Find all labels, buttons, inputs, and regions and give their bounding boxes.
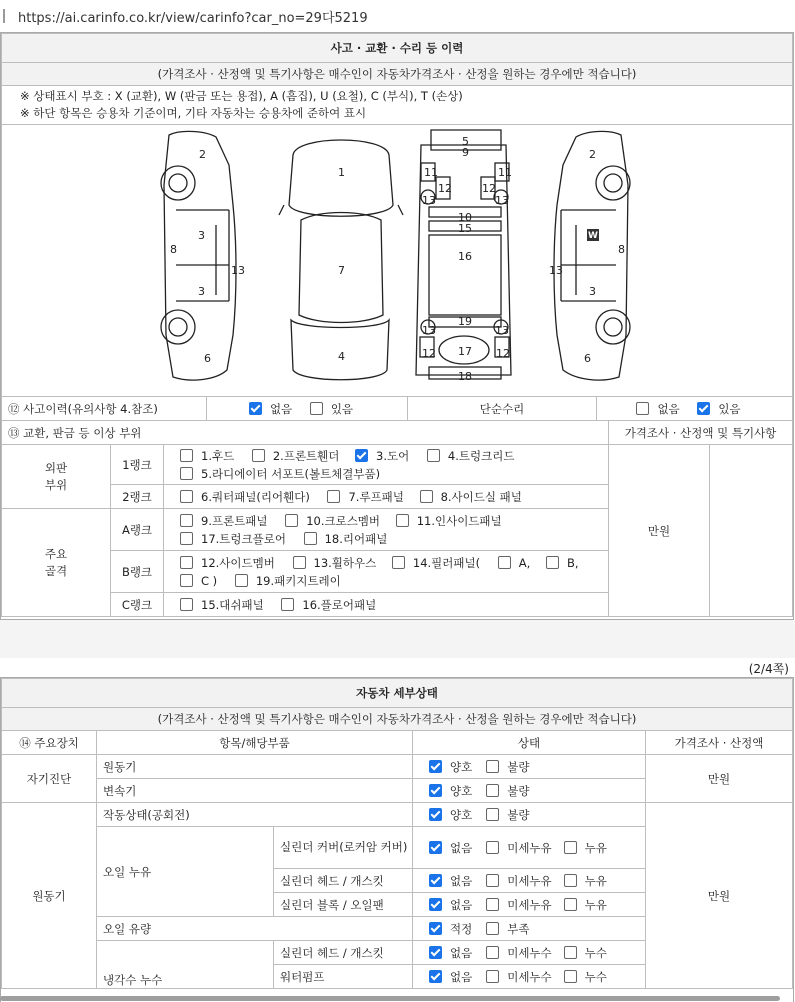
col-price-header: 가격조사 · 산정액: [646, 731, 793, 755]
cyl-block-leak-checkbox[interactable]: [564, 898, 577, 911]
diagram-label-11: 11: [424, 166, 438, 179]
vehicle-detail-section: [0, 677, 794, 1002]
pump-minor-checkbox[interactable]: [486, 970, 499, 983]
side-member-label: 12.사이드멤버: [201, 555, 275, 570]
diagram-label-3r: 3: [589, 285, 596, 298]
trunk-lid-checkbox[interactable]: [427, 449, 440, 462]
note-vehicle-basis: ※ 하단 항목은 승용차 기준이며, 기타 자동차는 승용차에 준하여 표시: [20, 106, 367, 120]
coolant-head-leak-checkbox[interactable]: [564, 946, 577, 959]
exchange-parts-table: [1, 420, 793, 617]
rank2-label: 2랭크: [111, 485, 164, 509]
cyl-head-leak-checkbox[interactable]: [564, 874, 577, 887]
diagram-label-2: 2: [199, 148, 206, 161]
self-diag-price: 만원: [646, 755, 793, 803]
rankA-label: A랭크: [111, 509, 164, 551]
simple-repair-label: 단순수리: [408, 397, 597, 421]
trans-good-checkbox[interactable]: [429, 784, 442, 797]
pillar-b-label: B,: [566, 555, 579, 570]
quarter-panel-label: 6.쿼터패널(리어휀다): [201, 489, 310, 504]
diagram-label-13: 13: [422, 194, 436, 207]
trunk-floor-checkbox[interactable]: [180, 532, 193, 545]
diagram-label-2r: 2: [589, 148, 596, 161]
cyl-head-none-label: 없음: [450, 873, 473, 888]
inside-panel-label: 11.인사이드패널: [416, 513, 502, 528]
engine-group-label: 원동기: [2, 803, 97, 989]
wheel-house-checkbox[interactable]: [293, 556, 306, 569]
cyl-block-none-label: 없음: [450, 897, 473, 912]
diagram-label-14: 13: [231, 264, 245, 277]
diagram-label-4: 4: [338, 350, 345, 363]
col-status-header: 상태: [413, 731, 646, 755]
diagram-label-18: 18: [458, 370, 472, 383]
roof-panel-label: 7.루프패널: [348, 489, 404, 504]
pillar-a-checkbox[interactable]: [498, 556, 511, 569]
pump-leak-checkbox[interactable]: [564, 970, 577, 983]
diagram-label-16: 16: [458, 250, 472, 263]
rank1-label: 1랭크: [111, 445, 164, 485]
engine-good-checkbox[interactable]: [429, 760, 442, 773]
diagram-label-15: 15: [458, 222, 472, 235]
url-text[interactable]: https://ai.carinfo.co.kr/view/carinfo?car_no=29다5219: [18, 10, 368, 26]
diagram-label-13c: 13: [422, 324, 436, 337]
engine-bad-label: 불량: [507, 759, 530, 774]
accident-yes-label: 있음: [330, 401, 354, 416]
diagram-label-17: 17: [458, 345, 472, 358]
accident-yes-checkbox[interactable]: [310, 402, 323, 415]
wheel-house-label: 13.휠하우스: [313, 555, 377, 570]
accident-none-checkbox[interactable]: [249, 402, 262, 415]
door-checkbox[interactable]: [355, 449, 368, 462]
pillar-panel-label: 14.필러패널(: [412, 555, 481, 570]
oil-leak-label: 오일 누유: [97, 827, 274, 917]
operating-bad-checkbox[interactable]: [486, 808, 499, 821]
cross-member-label: 10.크로스멤버: [306, 513, 381, 528]
cyl-head-label: 실린더 헤드 / 개스킷: [274, 869, 413, 893]
notes: [2, 86, 793, 125]
outer-panel-label: 외판 부위: [2, 445, 111, 509]
pillar-c-checkbox[interactable]: [180, 574, 193, 587]
coolant-head-none-checkbox[interactable]: [429, 946, 442, 959]
diagram-label-10: 10: [458, 211, 472, 224]
cyl-block-none-checkbox[interactable]: [429, 898, 442, 911]
repair-none-label: 없음: [657, 401, 680, 416]
dash-panel-label: 15.대쉬패널: [201, 597, 264, 612]
diagram-label-12c: 12: [422, 347, 436, 360]
page-gap: [0, 620, 795, 658]
pillar-panel-checkbox[interactable]: [392, 556, 405, 569]
oil-proper-checkbox[interactable]: [429, 922, 442, 935]
page-info-icon[interactable]: [2, 9, 12, 23]
trunk-lid-label: 4.트렁크리드: [447, 448, 515, 463]
accident-history-label: ⑫ 사고이력(유의사항 4.참조): [2, 397, 207, 421]
cyl-cover-minor-label: 미세누유: [507, 840, 552, 855]
cyl-cover-leak-checkbox[interactable]: [564, 841, 577, 854]
cross-member-checkbox[interactable]: [285, 514, 298, 527]
diagram-label-9: 9: [462, 146, 469, 159]
quarter-panel-checkbox[interactable]: [180, 490, 193, 503]
operating-bad-label: 불량: [507, 807, 530, 822]
pillar-a-label: A,: [518, 555, 531, 570]
cyl-head-none-checkbox[interactable]: [429, 874, 442, 887]
hood-checkbox[interactable]: [180, 449, 193, 462]
repair-none-checkbox[interactable]: [636, 402, 649, 415]
door-label: 3.도어: [376, 448, 410, 463]
diagram-label-12b: 12: [482, 182, 496, 195]
diagram-label-6r: 6: [584, 352, 591, 365]
cyl-block-minor-label: 미세누유: [507, 897, 552, 912]
rankB-label: B랭크: [111, 551, 164, 593]
detail-subtitle: (가격조사 · 산정액 및 특기사항은 매수인이 자동차가격조사 · 산정을 원하는 경우에만 적습니다): [2, 708, 793, 731]
cyl-cover-label: 실린더 커버(로커암 커버): [274, 827, 413, 869]
car-damage-diagram: [1, 125, 791, 395]
diagram-label-8: 8: [170, 243, 177, 256]
pump-minor-label: 미세누수: [507, 969, 552, 984]
front-panel-label: 9.프론트패널: [201, 513, 268, 528]
pump-none-label: 없음: [450, 969, 473, 984]
diagram-label-3b: 3: [198, 285, 205, 298]
repair-yes-label: 있음: [718, 401, 741, 416]
diagram-label-19: 19: [458, 315, 472, 328]
cyl-head-minor-checkbox[interactable]: [486, 874, 499, 887]
operating-good-checkbox[interactable]: [429, 808, 442, 821]
repair-yes-checkbox[interactable]: [697, 402, 710, 415]
diagram-label-5: 5: [462, 135, 469, 148]
trans-good-label: 양호: [450, 783, 473, 798]
rear-panel-checkbox[interactable]: [304, 532, 317, 545]
engine-price: 만원: [646, 803, 793, 989]
diagram-label-13d: 13: [495, 324, 509, 337]
diagram-label-1: 1: [338, 166, 345, 179]
diagram-label-14r: 13: [549, 264, 563, 277]
operating-label: 작동상태(공회전): [97, 803, 413, 827]
side-sill-checkbox[interactable]: [420, 490, 433, 503]
side-sill-label: 8.사이드실 패널: [440, 489, 522, 504]
self-diag-label: 자기진단: [2, 755, 97, 803]
diagram-label-6: 6: [204, 352, 211, 365]
rear-panel-label: 18.리어패널: [324, 531, 388, 546]
rankC-label: C랭크: [111, 593, 164, 617]
operating-good-label: 양호: [450, 807, 473, 822]
section-subtitle: (가격조사 · 산정액 및 특기사항은 매수인이 자동차가격조사 · 산정을 원하는 경우에만 적습니다): [2, 63, 793, 86]
inside-panel-checkbox[interactable]: [396, 514, 409, 527]
cyl-head-minor-label: 미세누유: [507, 873, 552, 888]
engine-bad-checkbox[interactable]: [486, 760, 499, 773]
engine-good-label: 양호: [450, 759, 473, 774]
col-item-header: 항목/해당부품: [97, 731, 413, 755]
coolant-head-none-label: 없음: [450, 945, 473, 960]
price-manwon: 만원: [609, 445, 710, 617]
coolant-head-leak-label: 누수: [584, 945, 607, 960]
diagram-label-12d: 12: [496, 347, 510, 360]
front-fender-label: 2.프론트휀더: [272, 448, 340, 463]
cyl-block-minor-checkbox[interactable]: [486, 898, 499, 911]
radiator-support-label: 5.라디에이터 서포트(볼트체결부품): [201, 466, 381, 481]
accident-detail-table: [1, 396, 793, 421]
floor-panel-label: 16.플로어패널: [302, 597, 377, 612]
floor-panel-checkbox[interactable]: [281, 598, 294, 611]
cyl-cover-leak-label: 누유: [584, 840, 607, 855]
col-device-header: ⑭ 주요장치: [2, 731, 97, 755]
pump-leak-label: 누수: [584, 969, 607, 984]
side-member-checkbox[interactable]: [180, 556, 193, 569]
oil-proper-label: 적정: [450, 921, 473, 936]
oil-short-checkbox[interactable]: [486, 922, 499, 935]
cyl-head-leak-label: 누유: [584, 873, 607, 888]
diagram-label-11b: 11: [498, 166, 512, 179]
oil-short-label: 부족: [507, 921, 530, 936]
price-special-header: 가격조사 · 산정액 및 특기사항: [609, 421, 793, 445]
trans-bad-checkbox[interactable]: [486, 784, 499, 797]
accident-history-section: [0, 32, 794, 620]
exchange-label: ⑬ 교환, 판금 등 이상 부위: [2, 421, 609, 445]
trans-bad-label: 불량: [507, 783, 530, 798]
cyl-block-leak-label: 누유: [584, 897, 607, 912]
accident-none-label: 없음: [269, 401, 293, 416]
note-status-codes: ※ 상태표시 부호 : X (교환), W (판금 또는 용접), A (흠집), U (요철), C (부식), T (손상): [20, 89, 463, 103]
detail-table: [1, 678, 793, 989]
section-title: 사고 · 교환 · 수리 등 이력: [2, 34, 793, 63]
pillar-b-checkbox[interactable]: [546, 556, 559, 569]
horizontal-scrollbar[interactable]: [0, 996, 780, 1001]
page-count: (2/4쪽): [748, 662, 789, 676]
cyl-head2-label: 실린더 헤드 / 개스킷: [274, 941, 413, 965]
transmission-label: 변속기: [97, 779, 413, 803]
pillar-c-label: C ): [201, 573, 218, 588]
engine-label: 원동기: [97, 755, 413, 779]
special-notes-cell: [710, 445, 793, 617]
diagram-label-12: 12: [438, 182, 452, 195]
cyl-cover-minor-checkbox[interactable]: [486, 841, 499, 854]
oil-level-label: 오일 유량: [97, 917, 413, 941]
front-panel-checkbox[interactable]: [180, 514, 193, 527]
detail-title: 자동차 세부상태: [2, 679, 793, 708]
coolant-head-minor-checkbox[interactable]: [486, 946, 499, 959]
radiator-support-checkbox[interactable]: [180, 467, 193, 480]
cyl-cover-none-label: 없음: [450, 840, 473, 855]
pump-none-checkbox[interactable]: [429, 970, 442, 983]
package-tray-checkbox[interactable]: [235, 574, 248, 587]
coolant-head-minor-label: 미세누수: [507, 945, 552, 960]
main-frame-label: 주요 골격: [2, 509, 111, 617]
diagram-label-3: 3: [198, 229, 205, 242]
cyl-cover-none-checkbox[interactable]: [429, 841, 442, 854]
cyl-block-label: 실린더 블록 / 오일팬: [274, 893, 413, 917]
trunk-floor-label: 17.트렁크플로어: [201, 531, 286, 546]
diagram-label-w: W: [588, 231, 598, 241]
diagram-label-8r: 8: [618, 243, 625, 256]
water-pump-label: 워터펌프: [274, 965, 413, 989]
address-bar[interactable]: [0, 0, 795, 32]
package-tray-label: 19.패키지트레이: [255, 573, 341, 588]
diagram-label-13b: 13: [495, 194, 509, 207]
roof-panel-checkbox[interactable]: [327, 490, 340, 503]
diagram-label-7: 7: [338, 264, 345, 277]
dash-panel-checkbox[interactable]: [180, 598, 193, 611]
coolant-label: 냉각수 누수: [97, 941, 274, 989]
hood-label: 1.후드: [201, 448, 235, 463]
front-fender-checkbox[interactable]: [252, 449, 265, 462]
